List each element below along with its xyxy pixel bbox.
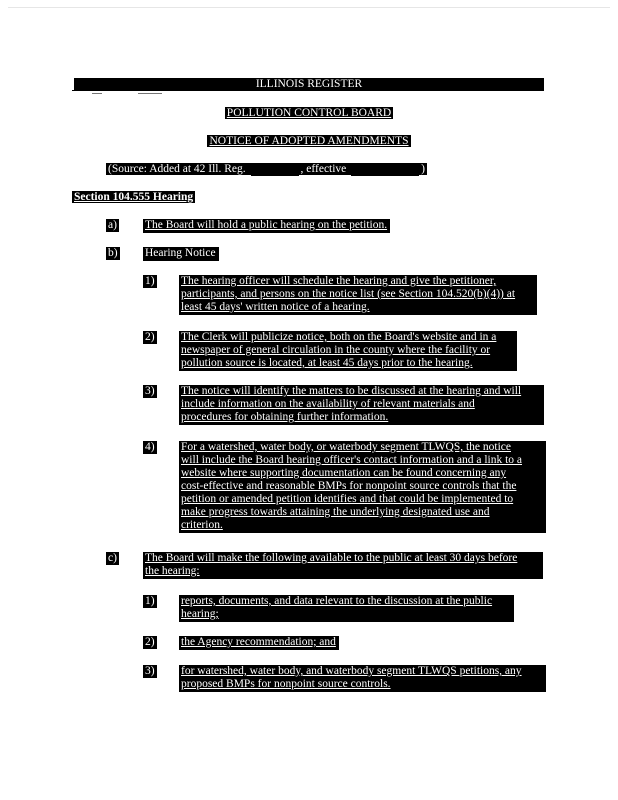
item-c2-label: 2) [145,636,155,648]
notice-title: NOTICE OF ADOPTED AMENDMENTS [209,135,409,147]
scan-mark [138,93,162,94]
item-b4-line: For a watershed, water body, or waterbody segment TLWQS, the notice [181,441,511,453]
item-b4-line: website where supporting documentation can be found concerning any [181,467,507,479]
item-b4-line: cost-effective and reasonable BMPs for nonpoint source controls that the [181,480,517,492]
item-b1-line: participants, and persons on the notice list (see Section 104.520(b)(4)) at [181,288,516,300]
item-c2-line: the Agency recommendation; and [181,636,336,648]
item-b2-text [179,331,517,371]
item-b4-line: will include the Board hearing officer's contact information and a link to a [181,454,523,466]
item-b3-line: include information on the availability of relevant materials and [181,398,475,410]
notice-header [0,135,618,148]
item-c3-label: 3) [145,665,155,677]
item-b4-text [179,441,546,533]
item-a-line: The Board will hold a public hearing on the petition. [145,219,388,231]
item-b4-line: make progress towards attaining the underlying designated use and [181,506,490,518]
item-c-line: the hearing: [145,565,200,577]
item-b1-text [179,275,537,315]
item-c-text [143,552,543,579]
source-effective: , effective [300,163,350,175]
section-title: Section 104.555 Hearing [74,191,194,203]
item-b2-label: 2) [145,331,155,343]
item-b4-label: 4) [145,441,155,453]
item-b1-line: least 45 days' written notice of a hearing. [181,301,370,313]
register-title: ILLINOIS REGISTER [74,78,544,91]
item-a-text [143,219,390,233]
item-b3-line: The notice will identify the matters to be discussed at the hearing and will [181,385,522,397]
item-b-line: Hearing Notice [145,247,216,259]
item-b3-text [179,385,544,425]
scan-mark [92,93,102,94]
item-b4-line: petition or amended petition identifies and that could be implemented to [181,493,514,505]
item-c1-text [179,595,514,622]
item-c-label: c) [108,552,117,564]
board-title: POLLUTION CONTROL BOARD [226,107,392,119]
item-b-text [143,247,219,261]
source-line [106,163,427,176]
item-c3-line: for watershed, water body, and waterbody segment TLWQS petitions, any [181,665,522,677]
item-b4-line: criterion. [181,519,223,531]
item-b1-line: The hearing officer will schedule the hearing and give the petitioner, [181,275,497,287]
item-b2-line: newspaper of general circulation in the county where the facility or [181,344,491,356]
section-heading [72,191,195,204]
item-c3-text [179,665,546,692]
item-c1-line: reports, documents, and data relevant to the discussion at the public [181,595,493,607]
item-b3-line: procedures for obtaining further information. [181,411,389,423]
item-c1-line: hearing; [181,608,219,620]
item-c2-text [179,636,339,650]
page-top-edge [8,7,610,8]
item-c3-line: proposed BMPs for nonpoint source controls. [181,678,391,690]
board-header [0,107,618,120]
item-c-line: The Board will make the following available to the public at least 30 days before [145,552,518,564]
item-b1-label: 1) [145,275,155,287]
item-c1-label: 1) [145,595,155,607]
source-text: (Source: Added at 42 Ill. Reg. [108,163,249,175]
item-b-label: b) [108,247,118,259]
item-a-label: a) [108,219,117,231]
source-close: ) [421,163,426,175]
item-b2-line: The Clerk will publicize notice, both on the Board's website and in a [181,331,497,343]
header-rule [72,90,542,91]
item-b2-line: pollution source is located, at least 45 days prior to the hearing. [181,357,473,369]
item-b3-label: 3) [145,385,155,397]
